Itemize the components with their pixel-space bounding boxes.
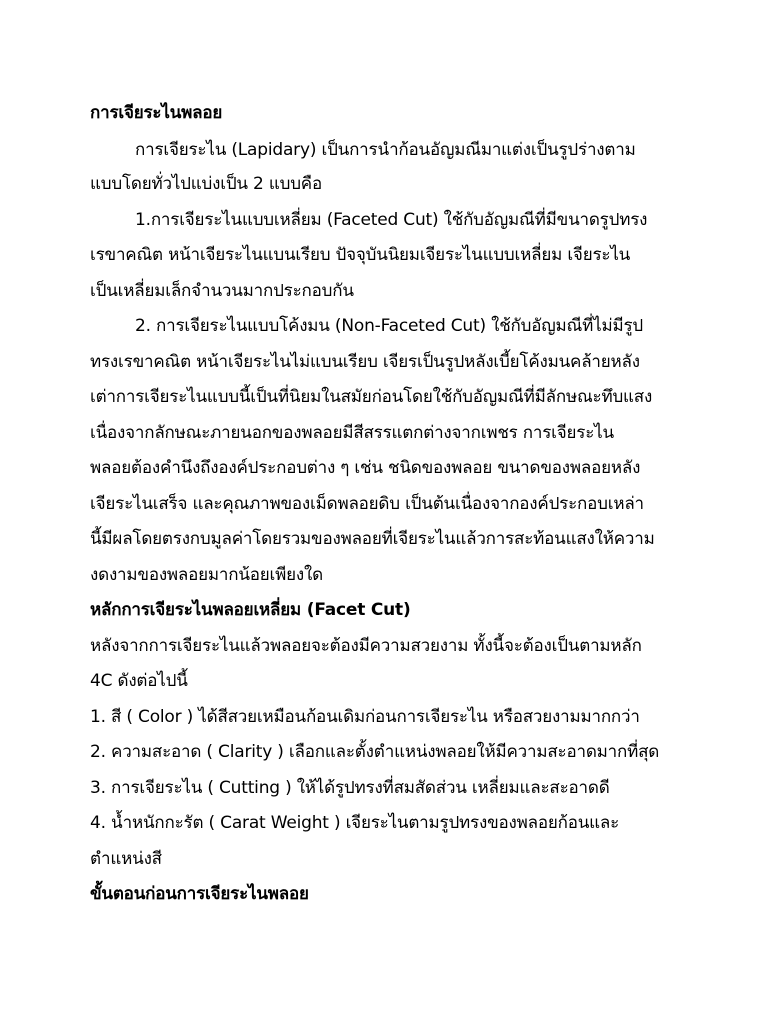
principle-line: 4C ดังต่อไปนี้ bbox=[90, 671, 188, 691]
non-faceted-line: เต่าการเจียระไนแบบนี้เป็นที่นิยมในสมัยก่อนโดยใช้กับอัญมณีที่มีลักษณะทึบแสง bbox=[90, 387, 653, 407]
non-faceted-line: เจียระไนเสร็จ และคุณภาพของเม็ดพลอยดิบ เป็นต้นเนื่องจากองค์ประกอบเหล่า bbox=[90, 494, 644, 514]
intro-line: แบบโดยทั่วไปแบ่งเป็น 2 แบบคือ bbox=[90, 174, 322, 194]
non-faceted-line: 2. การเจียระไนแบบโค้งมน (Non-Faceted Cut) ใช้กับอัญมณีที่ไม่มีรูป bbox=[135, 316, 643, 336]
non-faceted-line: ทรงเรขาคณิต หน้าเจียระไนไม่แบนเรียบ เจียรเป็นรูปหลังเบี้ยโค้งมนคล้ายหลัง bbox=[90, 352, 640, 372]
heading-facet-cut: หลักการเจียระไนพลอยเหลี่ยม (Facet Cut) bbox=[90, 600, 411, 620]
intro-line: การเจียระไน (Lapidary) เป็นการนำก้อนอัญมณีมาแต่งเป็นรูปร่างตาม bbox=[135, 140, 636, 160]
list-item-carat: 4. น้ำหนักกะรัต ( Carat Weight ) เจียระไนตามรูปทรงของพลอยก้อนและ bbox=[90, 813, 620, 833]
faceted-line: เรขาคณิต หน้าเจียระไนแบนเรียบ ปัจจุบันนิยมเจียระไนแบบเหลี่ยม เจียระไน bbox=[90, 245, 631, 265]
heading-pre-cutting-steps: ขั้นตอนก่อนการเจียระไนพลอย bbox=[90, 884, 309, 904]
non-faceted-line: นี้มีผลโดยตรงกบมูลค่าโดยรวมของพลอยที่เจียระไนแล้วการสะท้อนแสงให้ความ bbox=[90, 529, 655, 549]
non-faceted-line: เนื่องจากลักษณะภายนอกของพลอยมีสีสรรแตกต่างจากเพชร การเจียระไน bbox=[90, 423, 614, 443]
non-faceted-line: พลอยต้องคำนึงถึงองค์ประกอบต่าง ๆ เช่น ชนิดของพลอย ขนาดของพลอยหลัง bbox=[90, 458, 641, 478]
list-item-color: 1. สี ( Color ) ได้สีสวยเหมือนก้อนเดิมก่อนการเจียระไน หรือสวยงามมากกว่า bbox=[90, 707, 640, 727]
heading-lapidary: การเจียระไนพลอย bbox=[90, 103, 223, 123]
principle-line: หลังจากการเจียระไนแล้วพลอยจะต้องมีความสวยงาม ทั้งนี้จะต้องเป็นตามหลัก bbox=[90, 636, 642, 656]
faceted-line: 1.การเจียระไนแบบเหลี่ยม (Faceted Cut) ใช้กับอัญมณีที่มีขนาดรูปทรง bbox=[135, 210, 648, 230]
faceted-line: เป็นเหลี่ยมเล็กจำนวนมากประกอบกัน bbox=[90, 281, 354, 301]
list-item-carat-cont: ตำแหน่งสี bbox=[90, 849, 162, 869]
non-faceted-line: งดงามของพลอยมากน้อยเพียงใด bbox=[90, 565, 323, 585]
list-item-clarity: 2. ความสะอาด ( Clarity ) เลือกและตั้งตำแหน่งพลอยให้มีความสะอาดมากที่สุด bbox=[90, 742, 660, 762]
list-item-cutting: 3. การเจียระไน ( Cutting ) ให้ได้รูปทรงที่สมสัดส่วน เหลี่ยมและสะอาดดี bbox=[90, 778, 610, 798]
